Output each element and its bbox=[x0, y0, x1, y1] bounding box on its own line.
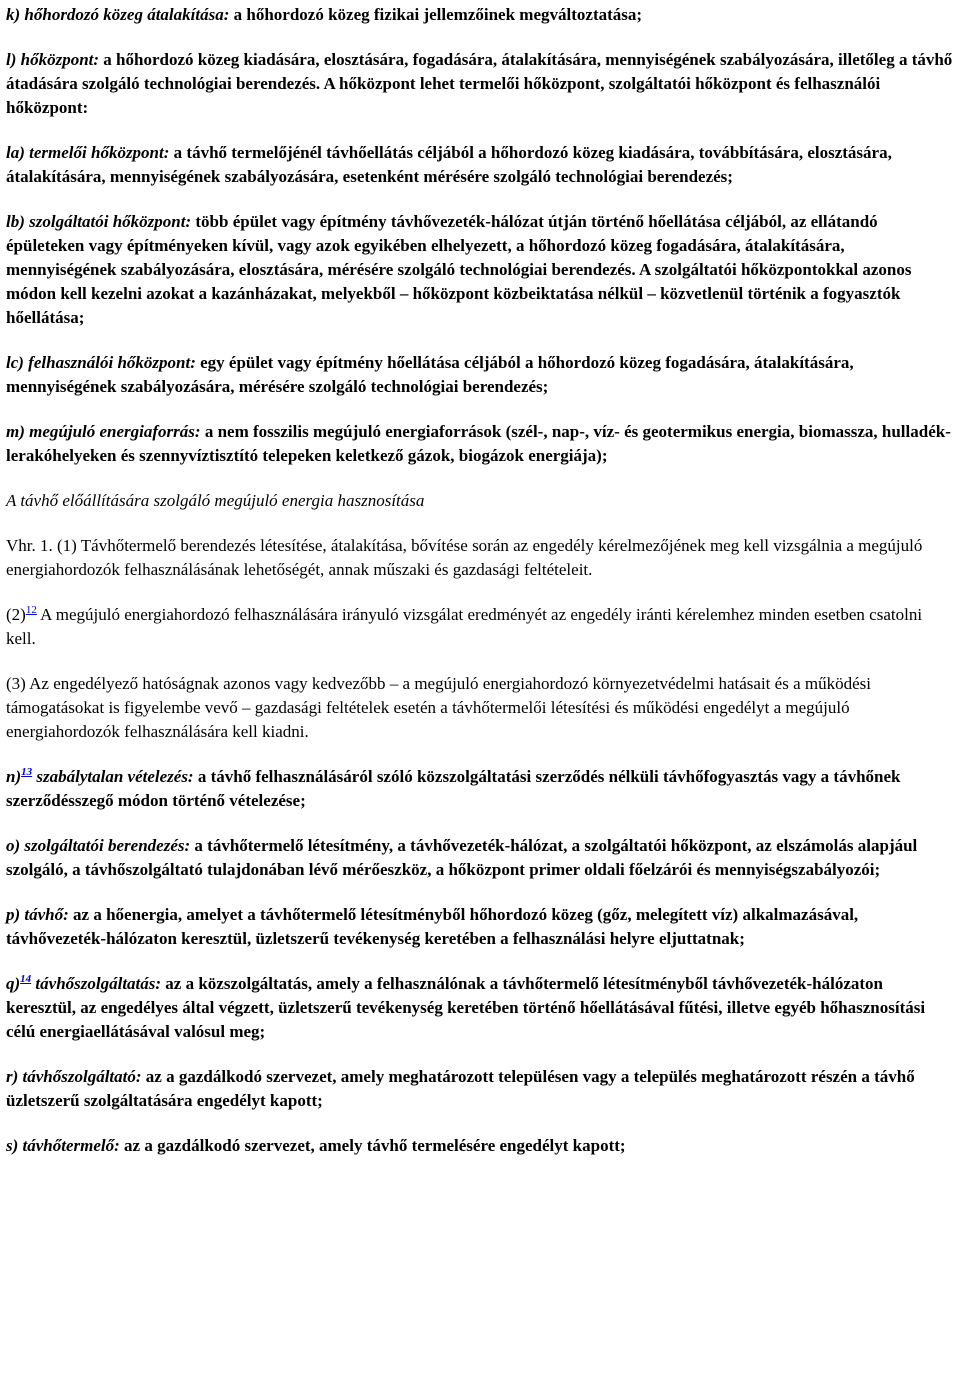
definition-term: lb) szolgáltatói hőközpont: bbox=[6, 212, 192, 231]
definition-term: m) megújuló energiaforrás: bbox=[6, 422, 201, 441]
definition-l bbox=[6, 48, 954, 120]
definition-text: több épület vagy építmény távhővezeték-hálózat útján történő hőellátása céljából, az ellátandó épületeken vagy építményeken kívül, vagy azok egyikében elhelyezett, a hőhordozó közeg fogadására, átalakítására, mennyiségének szabályozására, elosztására, mérésére szolgáló technológiai berendezés. A szolgáltatói hőközpontokkal azonos módon kell kezelni azokat a kazánházakat, melyekből – hőközpont közbeiktatása nélkül – közvetlenül történik a fogyasztók hőellátása; bbox=[6, 212, 912, 327]
definition-text: az a közszolgáltatás, amely a felhasználónak a távhőtermelő létesítményből távhővezeték-hálózaton keresztül, az engedélyes által végzett, üzletszerű tevékenység keretében történő hőellátásával fűtési, illetve egyéb hőhasznosítási célú energiaellátásával valósul meg; bbox=[6, 974, 926, 1041]
definition-m bbox=[6, 420, 954, 468]
definition-term: lc) felhasználói hőközpont: bbox=[6, 353, 196, 372]
definition-o bbox=[6, 834, 954, 882]
definition-text: a nem fosszilis megújuló energiaforrások (szél-, nap-, víz- és geotermikus energia, biomassza, hulladék-lerakóhelyeken és szennyvíztisztító telepeken keletkező gázok, biogázok energiája); bbox=[6, 422, 951, 465]
definition-text: egy épület vagy építmény hőellátása céljából a hőhordozó közeg fogadására, átalakítására, mennyiségének szabályozására, mérésére szolgáló technológiai berendezés; bbox=[6, 353, 854, 396]
definition-la bbox=[6, 141, 954, 189]
paragraph-text: A megújuló energiahordozó felhasználására irányuló vizsgálat eredményét az engedély iránti kérelemhez minden esetben csatolni kell. bbox=[6, 605, 923, 648]
section-paragraph-2 bbox=[6, 603, 954, 651]
definition-term-prefix: q) bbox=[6, 974, 21, 993]
footnote-link-14[interactable]: 14 bbox=[20, 973, 32, 985]
definition-k bbox=[6, 3, 954, 27]
definition-text: a hőhordozó közeg kiadására, elosztására, fogadására, átalakítására, mennyiségének szabályozására, illetőleg a távhő átadására szolgáló technológiai berendezés. A hőközpont lehet termelői hőközpont, szolgáltatói hőközpont és felhasználói hőközpont: bbox=[6, 50, 953, 117]
paragraph-text: (1) Távhőtermelő berendezés létesítése, átalakítása, bővítése során az engedély kérelmezőjének meg kell vizsgálnia a megújuló energiahordozók felhasználásának lehetőségét, annak műszaki és gazdasági feltételeit. bbox=[6, 536, 923, 579]
definition-s bbox=[6, 1134, 954, 1158]
definition-r bbox=[6, 1065, 954, 1113]
definition-n bbox=[6, 765, 954, 813]
paragraph-prefix: Vhr. 1. bbox=[6, 536, 57, 555]
definition-term: r) távhőszolgáltató: bbox=[6, 1067, 142, 1086]
paragraph-prefix: (2) bbox=[6, 605, 26, 624]
definition-term: s) távhőtermelő: bbox=[6, 1136, 120, 1155]
footnote-link-12[interactable]: 12 bbox=[25, 604, 37, 616]
definition-lb bbox=[6, 210, 954, 330]
section-paragraph-3 bbox=[6, 672, 954, 744]
section-paragraph-1 bbox=[6, 534, 954, 582]
definition-text: a távhőtermelő létesítmény, a távhővezeték-hálózat, a szolgáltatói hőközpont, az elszámolás alapjául szolgáló, a távhőszolgáltató tulajdonában lévő mérőeszköz, a hőközpont primer oldali főelzárói és mennyiségszabályozói; bbox=[6, 836, 918, 879]
definition-lc bbox=[6, 351, 954, 399]
section-heading: A távhő előállítására szolgáló megújuló energia hasznosítása bbox=[6, 491, 425, 510]
footnote-link-13[interactable]: 13 bbox=[21, 766, 33, 778]
definition-term: la) termelői hőközpont: bbox=[6, 143, 170, 162]
paragraph-text: (3) Az engedélyező hatóságnak azonos vagy kedvezőbb – a megújuló energiahordozó környezetvédelmi hatásait és a működési támogatásokat is figyelembe vevő – gazdasági feltételek esetén a távhőtermelői létesítési és működési engedélyt a megújuló energiahordozók felhasználására kell kiadni. bbox=[6, 674, 871, 741]
definition-term: l) hőközpont: bbox=[6, 50, 100, 69]
definition-term: távhőszolgáltatás: bbox=[31, 974, 162, 993]
definition-term: szabálytalan vételezés: bbox=[32, 767, 194, 786]
definition-p bbox=[6, 903, 954, 951]
definition-text: az a gazdálkodó szervezet, amely távhő termelésére engedélyt kapott; bbox=[119, 1136, 626, 1155]
definition-term: o) szolgáltatói berendezés: bbox=[6, 836, 191, 855]
definition-term: k) hőhordozó közeg átalakítása: bbox=[6, 5, 230, 24]
definition-term: p) távhő: bbox=[6, 905, 69, 924]
definition-q bbox=[6, 972, 954, 1044]
definition-text: az a gazdálkodó szervezet, amely meghatározott településen vagy a település meghatározott részén a távhő üzletszerű szolgáltatására engedélyt kapott; bbox=[6, 1067, 915, 1110]
definition-text: a távhő termelőjénél távhőellátás céljából a hőhordozó közeg kiadására, továbbítására, elosztására, átalakítására, mennyiségének szabályozására, esetenként mérésére szolgáló technológiai berendezés; bbox=[6, 143, 892, 186]
definition-text: a távhő felhasználásáról szóló közszolgáltatási szerződés nélküli távhőfogyasztás vagy a távhőnek szerződésszegő módon történő vételezése; bbox=[6, 767, 901, 810]
definition-term-prefix: n) bbox=[6, 767, 22, 786]
definition-text: az a hőenergia, amelyet a távhőtermelő létesítményből hőhordozó közeg (gőz, melegített víz) alkalmazásával, távhővezeték-hálózaton keresztül, üzletszerű tevékenység keretében a felhasználási helyre eljuttatnak; bbox=[6, 905, 859, 948]
definition-text: a hőhordozó közeg fizikai jellemzőinek megváltoztatása; bbox=[229, 5, 643, 24]
